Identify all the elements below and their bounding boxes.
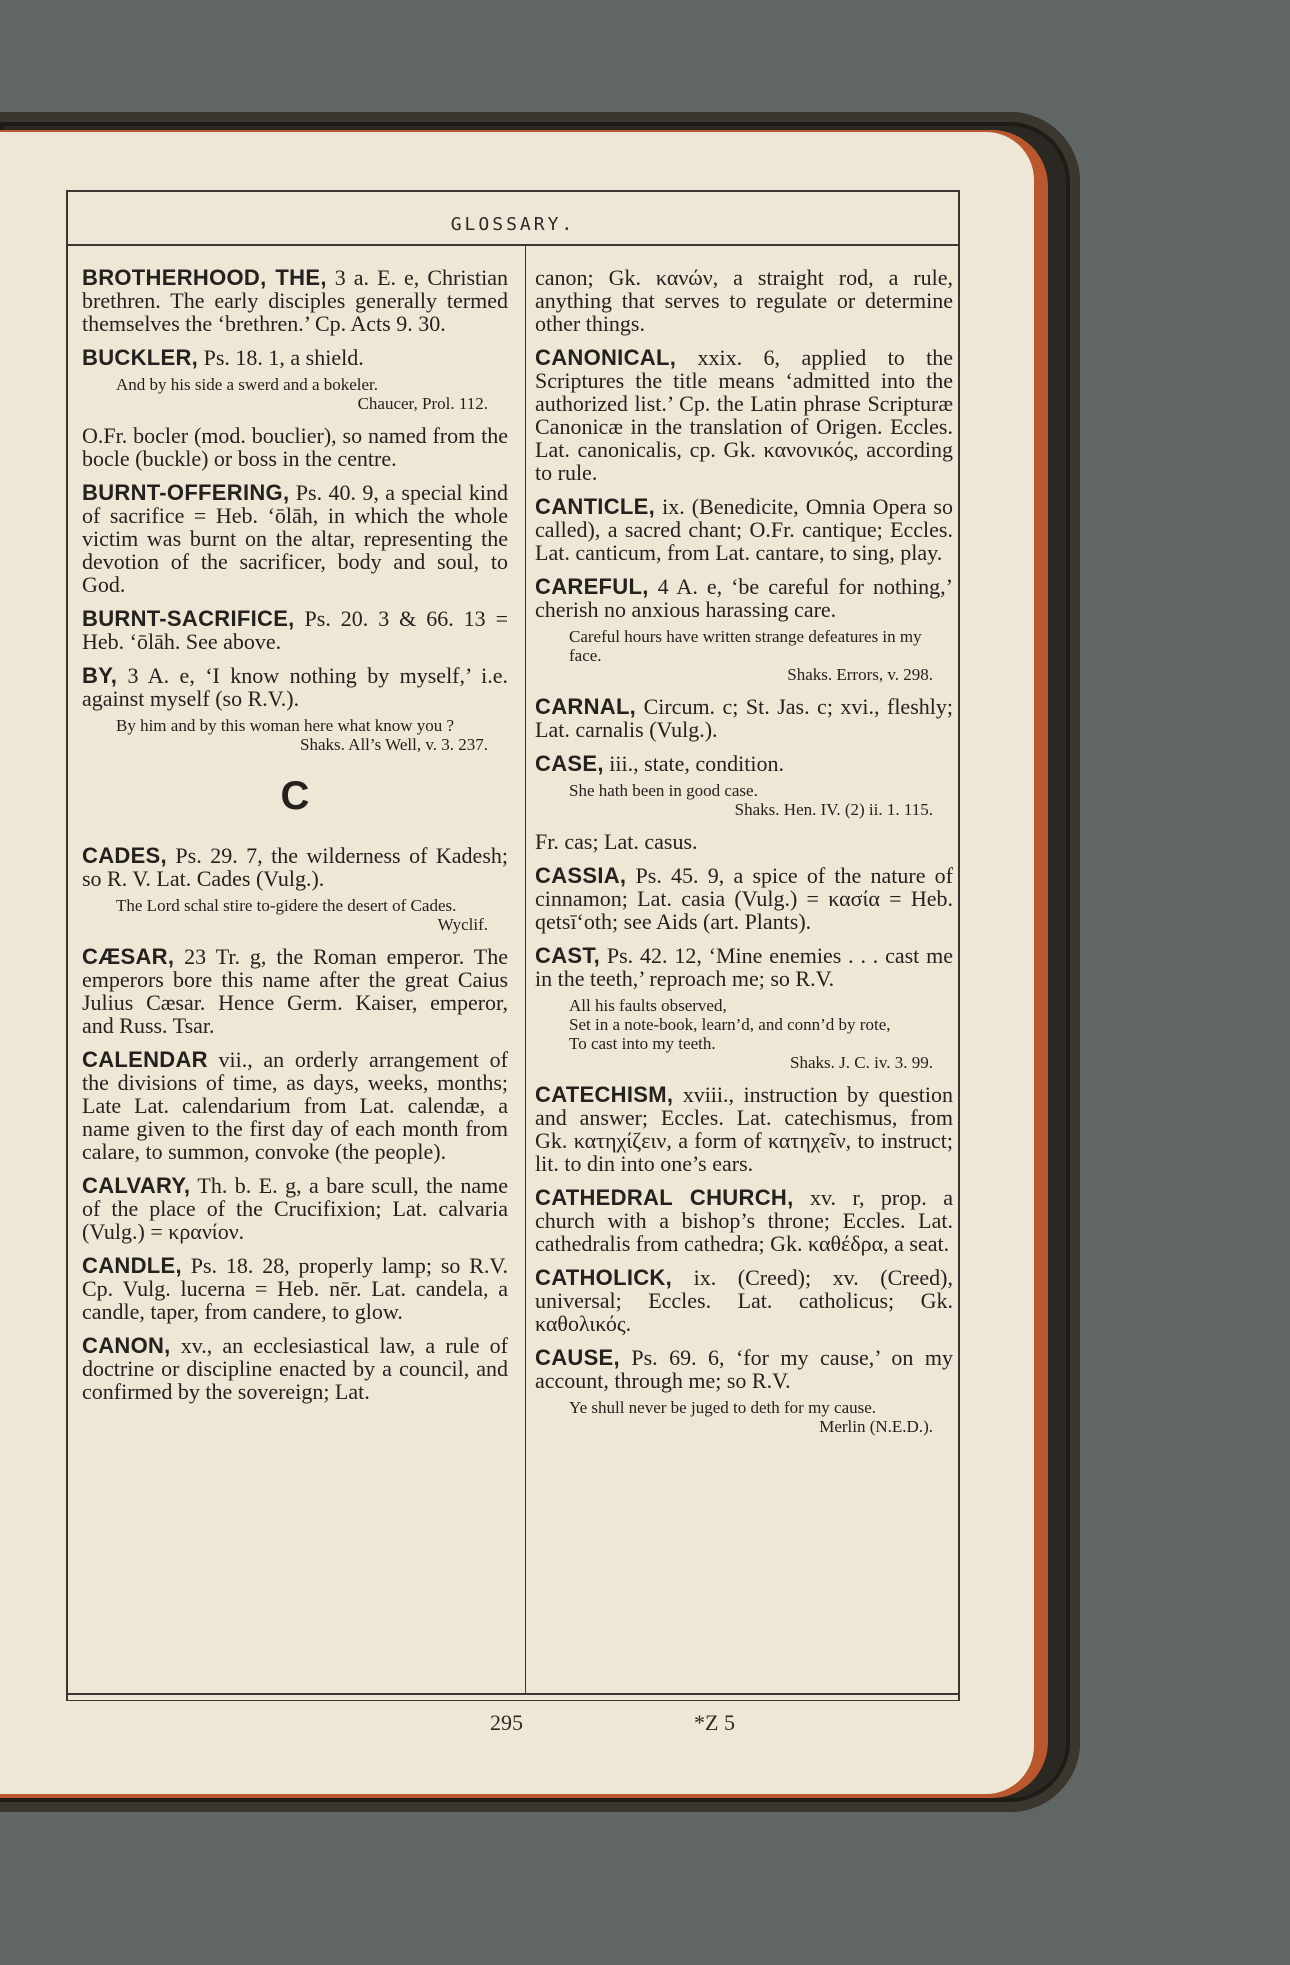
entry-headword: CADES, — [82, 843, 167, 868]
quote-line: Ye shull never be juged to deth for my cause. — [569, 1398, 877, 1417]
glossary-entry — [535, 864, 953, 933]
entry-definition: xv., an ecclesiastical law, a rule of doctrine or discipline enacted by a council, and confirmed by the sovereign; Lat. — [82, 1333, 508, 1404]
entry-headword: BY, — [82, 663, 118, 688]
signature-mark: *Z 5 — [694, 1710, 735, 1735]
glossary-entry — [535, 1186, 953, 1255]
entry-headword: BUCKLER, — [82, 345, 199, 370]
glossary-entry — [535, 1083, 953, 1175]
entry-headword: CANONICAL, — [535, 345, 677, 370]
glossary-entry — [82, 1048, 508, 1163]
entry-definition: vii., an orderly arrangement of the divisions of time, as days, weeks, months; Late Lat. calendarium from Lat. calendæ, a name given to the first day of each month from calare, to summon, convoke (the people). — [82, 1047, 508, 1164]
running-head: GLOSSARY. — [450, 214, 576, 235]
quote-line: All his faults observed, — [569, 996, 727, 1015]
quote-source: Chaucer, Prol. 112. — [357, 394, 488, 413]
quote-line: Careful hours have written strange defeatures in my face. — [569, 627, 922, 665]
quotation — [116, 375, 508, 413]
entry-definition: O.Fr. bocler (mod. bouclier), so named from the bocle (buckle) or boss in the centre. — [82, 423, 508, 471]
glossary-entry — [82, 607, 508, 653]
entry-headword: CASE, — [535, 751, 604, 776]
glossary-entry — [82, 424, 508, 470]
glossary-entry — [535, 944, 953, 990]
quote-line: The Lord schal stire to-gidere the desert of Cades. — [116, 896, 457, 915]
entry-definition: xviii., instruction by question and answer; Eccles. Lat. catechismus, from Gk. κατηχίζειν, a form of κατηχεῖν, to instruct; lit. to din into one’s ears. — [535, 1082, 953, 1176]
entry-headword: CATHEDRAL CHURCH, — [535, 1185, 794, 1210]
quotation — [569, 781, 953, 819]
entry-definition: canon; Gk. κανών, a straight rod, a rule, anything that serves to regulate or determine other things. — [535, 265, 953, 336]
entry-definition: Ps. 45. 9, a spice of the nature of cinnamon; Lat. casia (Vulg.) = κασία = Heb. qetsī‘oth; see Aids (art. Plants). — [535, 863, 953, 934]
glossary-entry — [82, 945, 508, 1037]
glossary-entry — [82, 1174, 508, 1243]
glossary-entry — [535, 695, 953, 741]
entry-headword: BURNT-OFFERING, — [82, 480, 290, 505]
quote-line: To cast into my teeth. — [569, 1034, 716, 1053]
entry-definition: Ps. 42. 12, ‘Mine enemies . . . cast me in the teeth,’ reproach me; so R.V. — [535, 943, 953, 991]
entry-definition: Ps. 29. 7, the wilderness of Kadesh; so R. V. Lat. Cades (Vulg.). — [82, 843, 508, 891]
entry-definition: 3 A. e, ‘I know nothing by myself,’ i.e. against myself (so R.V.). — [82, 663, 508, 711]
quotation — [569, 627, 953, 684]
quote-source: Merlin (N.E.D.). — [819, 1417, 933, 1436]
entry-definition: Th. b. E. g, a bare scull, the name of the place of the Crucifixion; Lat. calvaria (Vulg.) = κρανίον. — [82, 1173, 508, 1244]
page-number: 295 — [490, 1710, 523, 1735]
quote-source: Shaks. All’s Well, v. 3. 237. — [299, 735, 488, 754]
quote-source: Shaks. Hen. IV. (2) ii. 1. 115. — [734, 800, 933, 819]
entry-definition: xv. r, prop. a church with a bishop’s throne; Eccles. Lat. cathedralis from cathedra; Gk. καθέδρα, a seat. — [535, 1185, 954, 1256]
quote-line: And by his side a swerd and a bokeler. — [116, 375, 379, 394]
section-letter: C — [280, 774, 310, 818]
entry-definition: Ps. 40. 9, a special kind of sacrifice = Heb. ‘ōlāh, in which the whole victim was burnt on the altar, representing the devotion of the sacrificer, body and soul, to God. — [82, 480, 508, 597]
entry-definition: Ps. 18. 1, a shield. — [198, 345, 364, 370]
glossary-entry — [535, 752, 953, 775]
entry-headword: CALENDAR — [82, 1047, 208, 1072]
glossary-entry — [535, 575, 953, 621]
glossary-entry — [82, 266, 508, 335]
entry-headword: CASSIA, — [535, 863, 627, 888]
left-column — [82, 266, 508, 1414]
entry-headword: BROTHERHOOD, THE, — [82, 265, 327, 290]
entry-definition: 4 A. e, ‘be careful for nothing,’ cherish no anxious harassing care. — [535, 574, 953, 622]
glossary-entry — [82, 664, 508, 710]
entry-definition: xxix. 6, applied to the Scriptures the title means ‘admitted into the authorized list.’ Cp. the Latin phrase Scripturæ Canonicæ in the translation of Origen. Eccles. Lat. canonicalis, cp. Gk. κανονικός, according to rule. — [535, 345, 953, 485]
glossary-entry — [535, 830, 953, 853]
entry-definition: Fr. cas; Lat. casus. — [535, 829, 698, 854]
quote-line: Set in a note-book, learn’d, and conn’d by rote, — [569, 1015, 891, 1034]
entry-definition: Circum. c; St. Jas. c; xvi., fleshly; Lat. carnalis (Vulg.). — [535, 694, 953, 742]
glossary-entry — [82, 481, 508, 596]
entry-headword: CANON, — [82, 1333, 171, 1358]
header-rule — [66, 244, 960, 246]
glossary-entry — [82, 844, 508, 890]
quote-source: Shaks. J. C. iv. 3. 99. — [790, 1053, 933, 1072]
entry-headword: CALVARY, — [82, 1173, 191, 1198]
entry-definition: ix. (Creed); xv. (Creed), universal; Eccles. Lat. catholicus; Gk. καθολικός. — [535, 1265, 953, 1336]
glossary-entry — [535, 1346, 953, 1392]
entry-definition: Ps. 20. 3 & 66. 13 = Heb. ‘ōlāh. See above. — [82, 606, 508, 654]
quote-line: By him and by this woman here what know you ? — [116, 716, 455, 735]
glossary-entry — [82, 1254, 508, 1323]
quotation — [116, 896, 508, 934]
quotation — [569, 996, 953, 1072]
frame-bottom-rule-thin — [66, 1700, 960, 1701]
entry-definition: iii., state, condition. — [603, 751, 785, 776]
entry-definition: Ps. 18. 28, properly lamp; so R.V. Cp. Vulg. lucerna = Heb. nēr. Lat. candela, a candle, taper, from candere, to glow. — [82, 1253, 508, 1324]
right-column — [535, 266, 953, 1447]
entry-headword: CANTICLE, — [535, 494, 656, 519]
quote-source: Shaks. Errors, v. 298. — [787, 665, 933, 684]
glossary-entry — [535, 1266, 953, 1335]
entry-definition: 3 a. E. e, Christian brethren. The early disciples generally termed themselves the ‘brethren.’ Cp. Acts 9. 30. — [82, 265, 508, 336]
glossary-entry — [535, 346, 953, 484]
entry-definition: ix. (Benedicite, Omnia Opera so called), a sacred chant; O.Fr. cantique; Eccles. Lat. canticum, from Lat. cantare, to sing, play. — [535, 494, 953, 565]
glossary-entry — [82, 1334, 508, 1403]
glossary-entry — [535, 266, 953, 335]
entry-headword: BURNT-SACRIFICE, — [82, 606, 295, 631]
quotation — [569, 1398, 953, 1436]
quotation — [116, 716, 508, 754]
quote-source: Wyclif. — [437, 915, 488, 934]
entry-definition: Ps. 69. 6, ‘for my cause,’ on my account, through me; so R.V. — [535, 1345, 953, 1393]
glossary-entry — [82, 346, 508, 369]
entry-headword: CATHOLICK, — [535, 1265, 673, 1290]
entry-headword: CATECHISM, — [535, 1082, 674, 1107]
entry-headword: CAREFUL, — [535, 574, 649, 599]
entry-definition: 23 Tr. g, the Roman emperor. The emperors bore this name after the great Caius Julius Cæsar. Hence Germ. Kaiser, emperor, and Russ. Tsar. — [82, 944, 508, 1038]
quote-line: She hath been in good case. — [569, 781, 758, 800]
glossary-entry — [535, 495, 953, 564]
entry-headword: CAST, — [535, 943, 601, 968]
entry-headword: CARNAL, — [535, 694, 637, 719]
frame-bottom-rule — [66, 1693, 960, 1695]
column-divider — [525, 246, 526, 1693]
entry-headword: CAUSE, — [535, 1345, 620, 1370]
entry-headword: CANDLE, — [82, 1253, 182, 1278]
entry-headword: CÆSAR, — [82, 944, 175, 969]
